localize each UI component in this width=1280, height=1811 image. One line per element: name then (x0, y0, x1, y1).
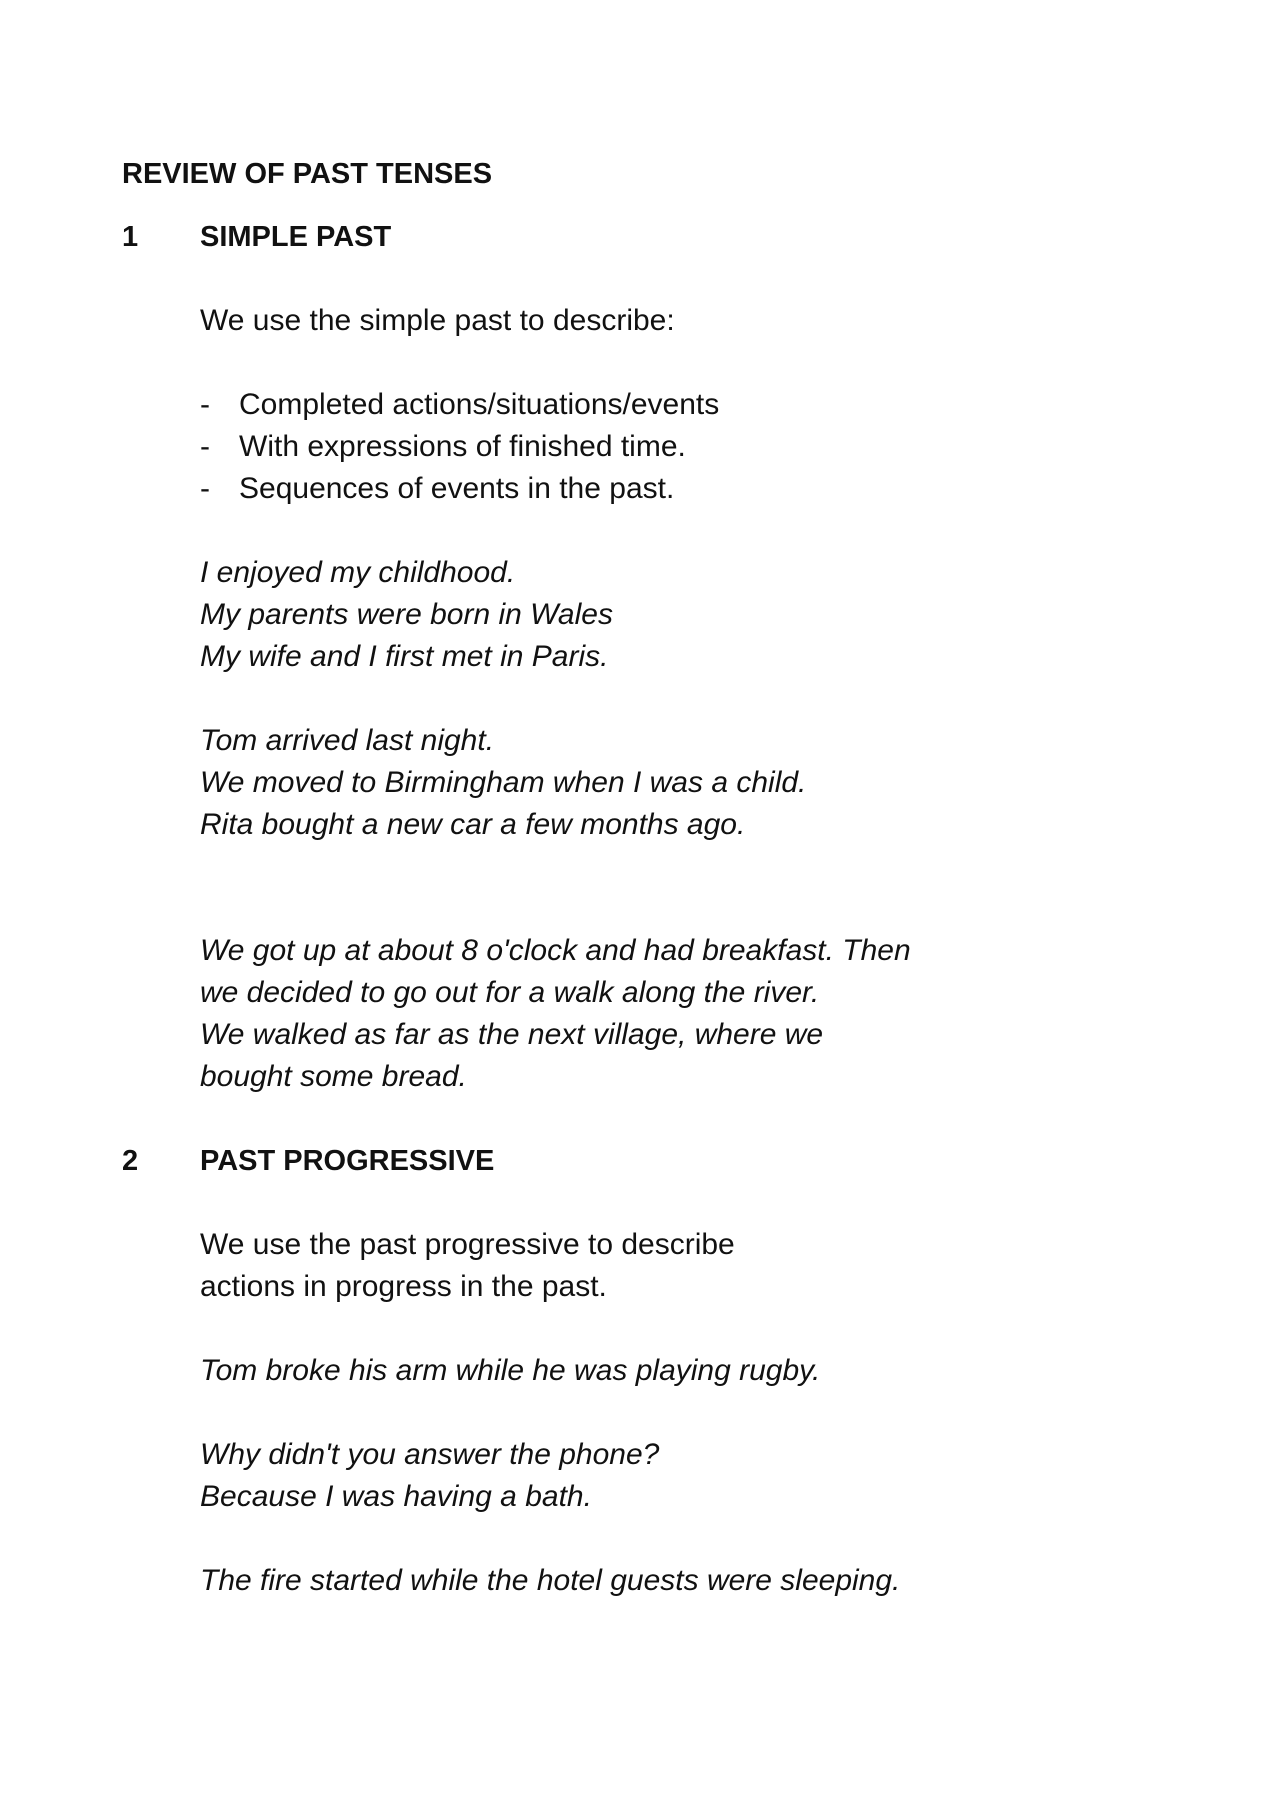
bullet-marker: - (200, 472, 210, 505)
example-sentence: We moved to Birmingham when I was a child. (200, 766, 807, 799)
section-2-number: 2 (122, 1145, 139, 1177)
example-sentence: Rita bought a new car a few months ago. (200, 808, 746, 841)
bullet-item: Completed actions/situations/events (239, 388, 720, 421)
bullet-marker: - (200, 388, 210, 421)
example-sentence: We got up at about 8 o'clock and had breakfast. Then (200, 934, 911, 967)
section-2-heading: PAST PROGRESSIVE (200, 1145, 495, 1177)
example-sentence: We walked as far as the next village, where we (200, 1018, 824, 1051)
section-1-heading: SIMPLE PAST (200, 221, 392, 253)
example-sentence: I enjoyed my childhood. (200, 556, 516, 589)
example-sentence: Because I was having a bath. (200, 1480, 592, 1513)
bullet-marker: - (200, 430, 210, 463)
example-sentence: My parents were born in Wales (200, 598, 613, 631)
example-sentence: bought some bread. (200, 1060, 467, 1093)
example-sentence: Why didn't you answer the phone? (200, 1438, 660, 1471)
section-1-number: 1 (122, 221, 139, 253)
section-2-intro: We use the past progressive to describe (200, 1228, 735, 1261)
example-sentence: Tom broke his arm while he was playing rugby. (200, 1354, 821, 1387)
bullet-item: Sequences of events in the past. (239, 472, 675, 505)
example-sentence: The fire started while the hotel guests were sleeping. (200, 1564, 901, 1597)
example-sentence: we decided to go out for a walk along the river. (200, 976, 820, 1009)
section-1-intro: We use the simple past to describe: (200, 304, 675, 337)
example-sentence: Tom arrived last night. (200, 724, 495, 757)
section-2-intro: actions in progress in the past. (200, 1270, 607, 1303)
example-sentence: My wife and I first met in Paris. (200, 640, 609, 673)
bullet-item: With expressions of finished time. (239, 430, 686, 463)
page-title: REVIEW OF PAST TENSES (122, 158, 493, 190)
